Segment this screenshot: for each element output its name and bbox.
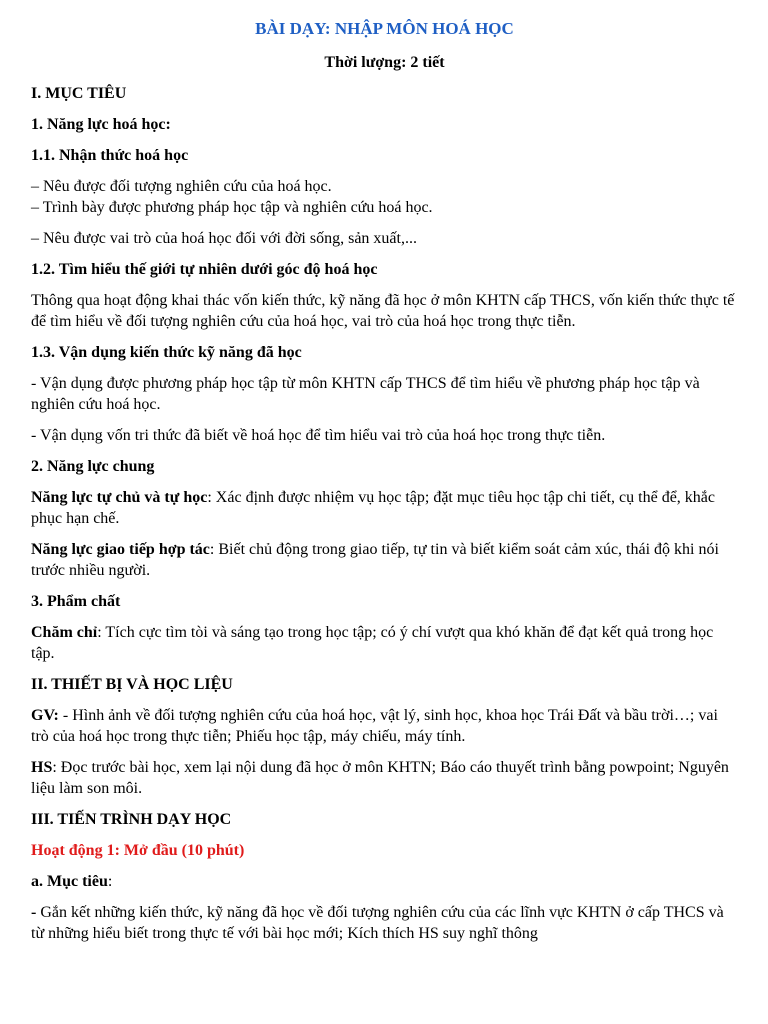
subsection-1-3-text-2: - Vận dụng vốn tri thức đã biết về hoá học để tìm hiểu vai trò của hoá học trong thực tiễn. <box>31 427 606 444</box>
subsection-1-3-text-1: - Vận dụng được phương pháp học tập từ môn KHTN cấp THCS để tìm hiểu về phương pháp học tập và nghiên cứu hoá học. <box>31 375 700 413</box>
quality-item-text: : Tích cực tìm tòi và sáng tạo trong học tập; có ý chí vượt qua khó khăn để đạt kết quả trong học tập. <box>31 624 714 662</box>
general-skill-2-label: Năng lực giao tiếp hợp tác <box>31 541 210 558</box>
student-label: HS <box>31 759 53 776</box>
activity-1-heading: Hoạt động 1: Mở đầu (10 phút) <box>31 842 245 859</box>
teacher-label: GV: <box>31 707 59 724</box>
general-skill-2 <box>31 539 738 581</box>
subsection-1-2-heading: 1.2. Tìm hiểu thế giới tự nhiên dưới góc độ hoá học <box>31 261 378 278</box>
objective-label: a. Mục tiêu <box>31 873 108 890</box>
subsection-1-3-heading: 1.3. Vận dụng kiến thức kỹ năng đã học <box>31 344 302 361</box>
objective-line-1: – Nêu được đối tượng nghiên cứu của hoá học. <box>31 178 332 195</box>
section-1-heading: I. MỤC TIÊU <box>31 85 127 102</box>
activity-1-objective-heading <box>31 871 738 892</box>
section-2-heading: II. THIẾT BỊ VÀ HỌC LIỆU <box>31 676 233 693</box>
activity-1-objective-text: - Gắn kết những kiến thức, kỹ năng đã học về đối tượng nghiên cứu của các lĩnh vực KHTN ở cấp THCS và từ những hiểu biết trong thực tế với bài học mới; Kích thích HS suy nghĩ thông <box>31 904 724 942</box>
general-skill-1 <box>31 487 738 529</box>
teacher-materials <box>31 705 738 747</box>
section-3-heading: III. TIẾN TRÌNH DẠY HỌC <box>31 811 232 828</box>
objective-line-2: – Trình bày được phương pháp học tập và nghiên cứu hoá học. <box>31 199 433 216</box>
lesson-title: BÀI DẠY: NHẬP MÔN HOÁ HỌC <box>255 19 514 38</box>
activity-1-objective-body: Gắn kết những kiến thức, kỹ năng đã học về đối tượng nghiên cứu của các lĩnh vực KHTN ở cấp THCS và từ những hiểu biết trong thực tế với bài học mới; Kích thích HS suy nghĩ thông <box>31 904 724 942</box>
lesson-duration: Thời lượng: 2 tiết <box>324 54 445 71</box>
subsection-1-heading: 1. Năng lực hoá học: <box>31 116 171 133</box>
quality-item <box>31 622 738 664</box>
student-materials-text: : Đọc trước bài học, xem lại nội dung đã học ở môn KHTN; Báo cáo thuyết trình bằng powpoint; Nguyên liệu làm son môi. <box>31 759 729 797</box>
subsection-1-1-heading: 1.1. Nhận thức hoá học <box>31 147 189 164</box>
subsection-2-heading: 2. Năng lực chung <box>31 458 155 475</box>
subsection-3-heading: 3. Phẩm chất <box>31 593 121 610</box>
general-skill-2-text: : Biết chủ động trong giao tiếp, tự tin và biết kiểm soát cảm xúc, thái độ khi nói trước nhiều người. <box>31 541 719 579</box>
student-materials <box>31 757 738 799</box>
subsection-1-2-text: Thông qua hoạt động khai thác vốn kiến thức, kỹ năng đã học ở môn KHTN cấp THCS, vốn kiến thức thực tế để tìm hiểu về đối tượng nghiên cứu của hoá học, vai trò của hoá học trong thực tiễn. <box>31 292 735 330</box>
quality-item-label: Chăm chỉ <box>31 624 98 641</box>
teacher-materials-text: - Hình ảnh về đối tượng nghiên cứu của hoá học, vật lý, sinh học, khoa học Trái Đất và bầu trời…; vai trò của hoá học trong thực tiễn; Phiếu học tập, máy chiếu, máy tính. <box>31 707 718 745</box>
objective-colon: : <box>107 873 113 890</box>
general-skill-1-text: : Xác định được nhiệm vụ học tập; đặt mục tiêu học tập chi tiết, cụ thể để, khắc phục hạn chế. <box>31 489 715 527</box>
general-skill-1-label: Năng lực tự chủ và tự học <box>31 489 208 506</box>
objective-line-3: – Nêu được vai trò của hoá học đối với đời sống, sản xuất,... <box>31 230 417 247</box>
